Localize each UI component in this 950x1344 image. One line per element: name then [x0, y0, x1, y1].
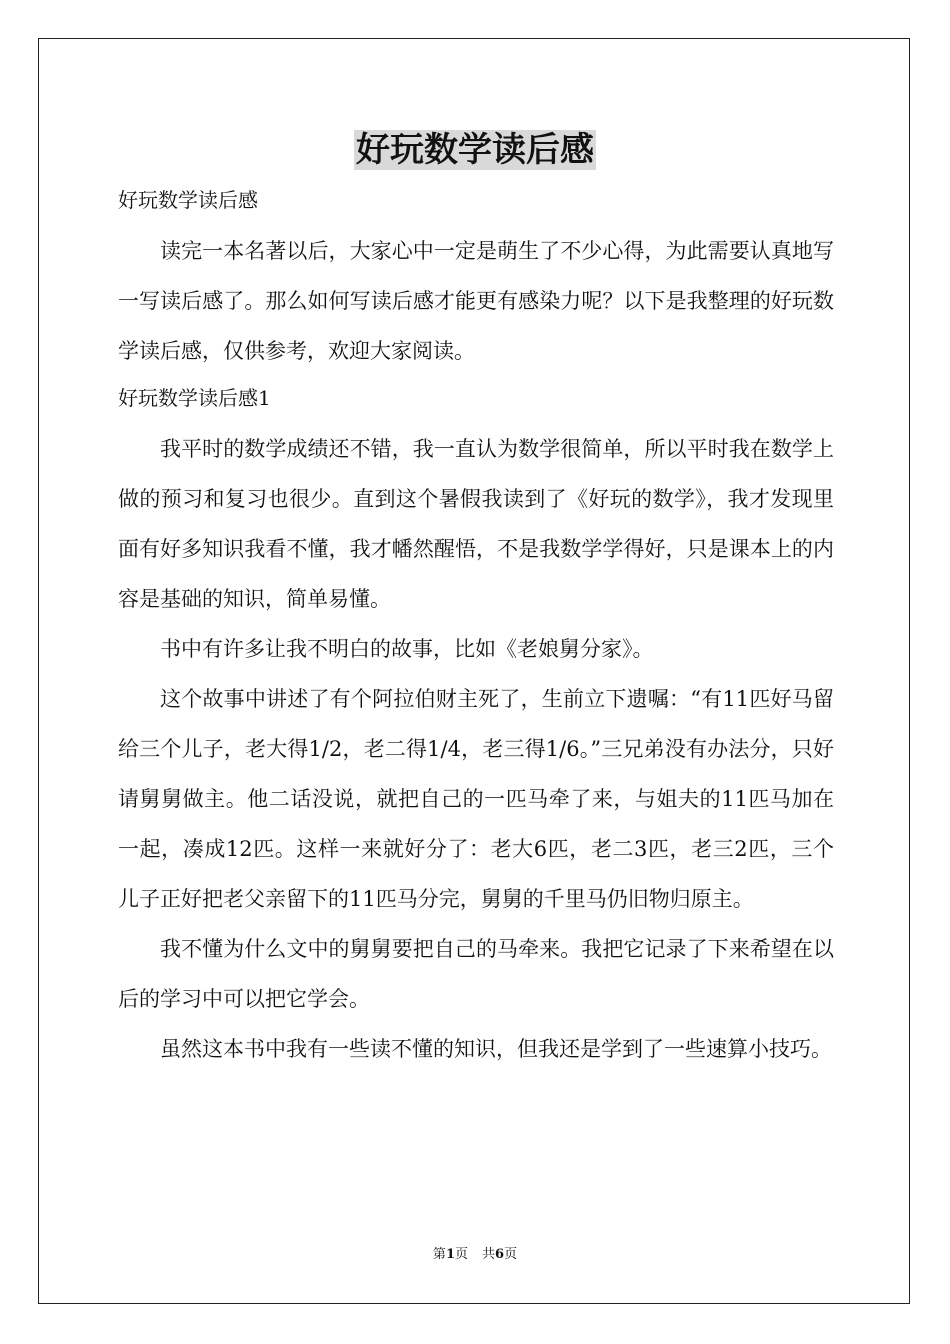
page-footer [0, 1246, 950, 1264]
total-suffix: 页 [504, 1247, 518, 1262]
body-paragraph: 我平时的数学成绩还不错，我一直认为数学很简单，所以平时我在数学上做的预习和复习也很少。直到这个暑假我读到了《好玩的数学》，我才发现里面有好多知识我看不懂，我才幡然醒悟，不是我数学学得好，只是课本上的内容是基础的知识，简单易懂。 [118, 437, 834, 611]
intro-paragraph: 读完一本名著以后，大家心中一定是萌生了不少心得，为此需要认真地写一写读后感了。那么如何写读后感才能更有感染力呢？以下是我整理的好玩数学读后感，仅供参考，欢迎大家阅读。 [118, 239, 834, 363]
document-title [0, 128, 950, 172]
total-page-count: 6 [495, 1247, 505, 1262]
body-paragraph: 我不懂为什么文中的舅舅要把自己的马牵来。我把它记录了下来希望在以后的学习中可以把它学会。 [118, 937, 834, 1011]
total-prefix: 共 [482, 1247, 496, 1262]
body-paragraph: 虽然这本书中我有一些读不懂的知识，但我还是学到了一些速算小技巧。 [160, 1037, 832, 1061]
body-paragraph: 书中有许多让我不明白的故事，比如《老娘舅分家》。 [160, 637, 654, 661]
document-subtitle: 好玩数学读后感 [118, 188, 258, 212]
body-paragraph: 这个故事中讲述了有个阿拉伯财主死了，生前立下遗嘱：“有11匹好马留给三个儿子，老大得1/2，老二得1/4，老三得1/6。”三兄弟没有办法分，只好请舅舅做主。他二话没说，就把自己的一匹马牵了来，与姐夫的11匹马加在一起，凑成12匹。这样一来就好分了：老大6匹，老二3匹，老三2匹，三个儿子正好把老父亲留下的11匹马分完，舅舅的千里马仍旧物归原主。 [118, 687, 834, 911]
document-body [118, 178, 834, 1074]
current-page-number: 1 [445, 1247, 455, 1262]
page-prefix: 第 [432, 1247, 446, 1262]
page-suffix: 页 [454, 1247, 468, 1262]
document-title-text: 好玩数学读后感 [356, 130, 594, 170]
section-heading: 好玩数学读后感1 [118, 386, 271, 410]
